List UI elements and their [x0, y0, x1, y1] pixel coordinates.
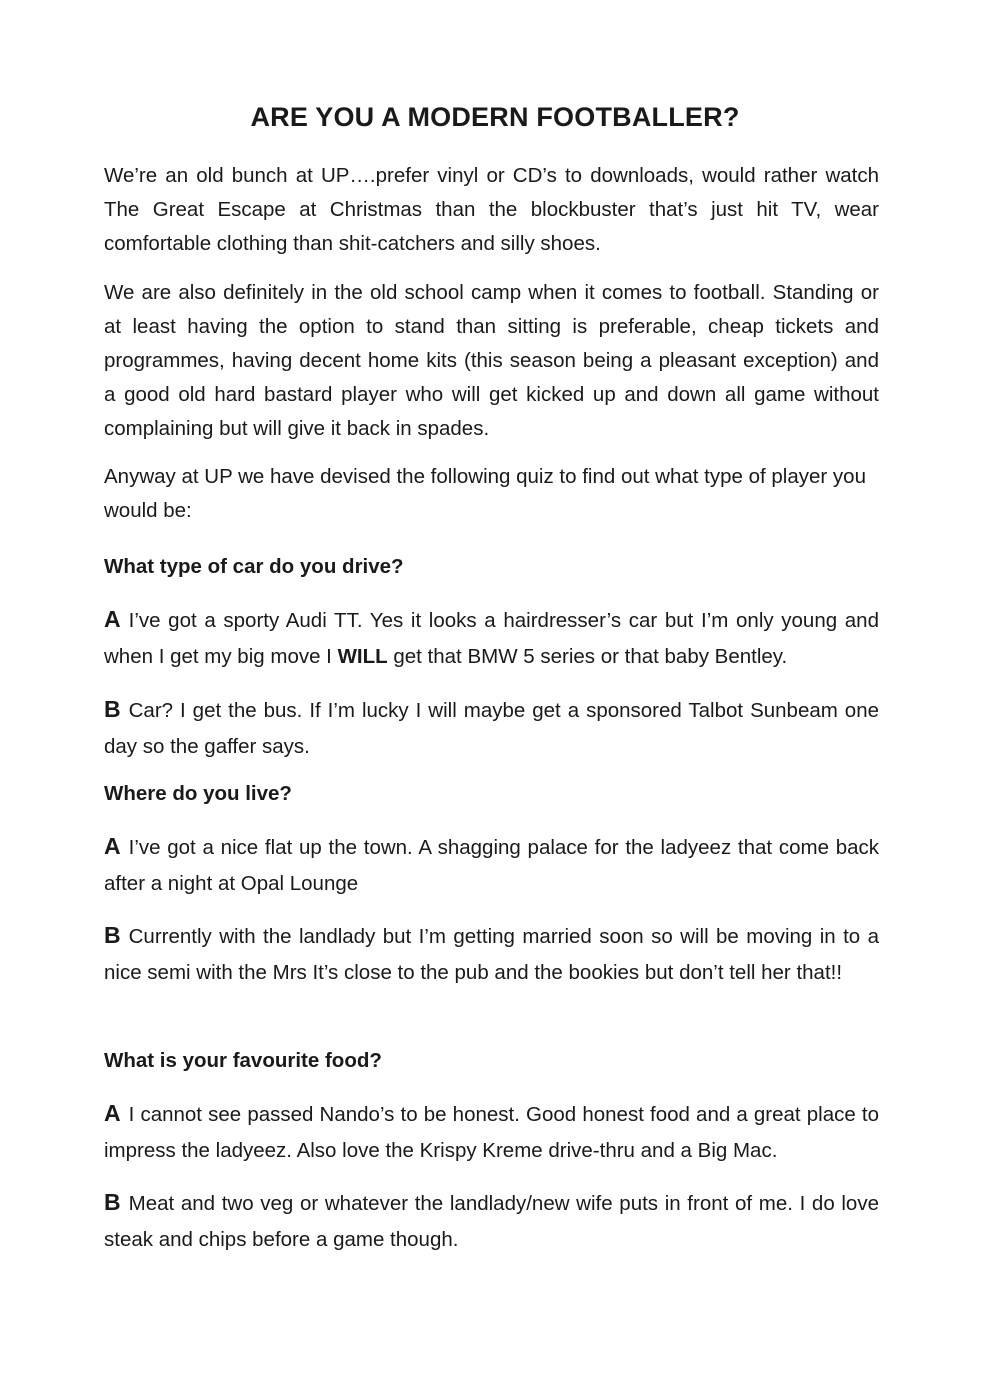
answer-live-b — [104, 917, 879, 991]
answer-text: I’ve got a nice flat up the town. A shagging palace for the ladyeez that come back after a night at Opal Lounge — [104, 836, 879, 895]
question-food: What is your favourite food? — [104, 1049, 382, 1072]
answer-text: Car? I get the bus. If I’m lucky I will maybe get a sponsored Talbot Sunbeam one day so the gaffer says. — [104, 699, 879, 758]
answer-food-a — [104, 1095, 879, 1169]
answer-letter: B — [104, 922, 121, 948]
question-car: What type of car do you drive? — [104, 555, 404, 578]
intro-paragraph-3: Anyway at UP we have devised the following quiz to find out what type of player you would be: — [104, 465, 866, 522]
answer-car-b — [104, 691, 879, 765]
answer-text-end: get that BMW 5 series or that baby Bentley. — [387, 645, 788, 668]
intro-paragraph-2: We are also definitely in the old school camp when it comes to football. Standing or at least having the option to stand than sitting is preferable, cheap tickets and programmes, having decent home kits (this season being a pleasant exception) and a good old hard bastard player who will get kicked up and down all game without complaining but will give it back in spades. — [104, 281, 879, 440]
answer-food-b — [104, 1184, 879, 1258]
answer-letter: B — [104, 696, 121, 722]
answer-live-a — [104, 828, 879, 902]
answer-text: Currently with the landlady but I’m getting married soon so will be moving in to a nice semi with the Mrs It’s close to the pub and the bookies but don’t tell her that!! — [104, 925, 879, 984]
answer-letter: A — [104, 606, 121, 632]
answer-text: Meat and two veg or whatever the landlady/new wife puts in front of me. I do love steak and chips before a game though. — [104, 1192, 879, 1251]
answer-letter: A — [104, 1100, 121, 1126]
answer-letter: B — [104, 1189, 121, 1215]
answer-text: I’ve got a sporty Audi TT. Yes it looks a hairdresser’s car but I’m only young and when I get my big move I — [104, 609, 879, 668]
page-title: ARE YOU A MODERN FOOTBALLER? — [250, 102, 740, 132]
question-live: Where do you live? — [104, 782, 292, 805]
intro-paragraph-1: We’re an old bunch at UP….prefer vinyl or CD’s to downloads, would rather watch The Great Escape at Christmas than the blockbuster that’s just hit TV, wear comfortable clothing than shit-catchers and silly shoes. — [104, 164, 879, 255]
answer-car-a — [104, 601, 879, 675]
answer-letter: A — [104, 833, 121, 859]
answer-text: I cannot see passed Nando’s to be honest. Good honest food and a great place to impress the ladyeez. Also love the Krispy Kreme drive-thru and a Big Mac. — [104, 1103, 879, 1162]
answer-emphasis: WILL — [337, 645, 388, 668]
